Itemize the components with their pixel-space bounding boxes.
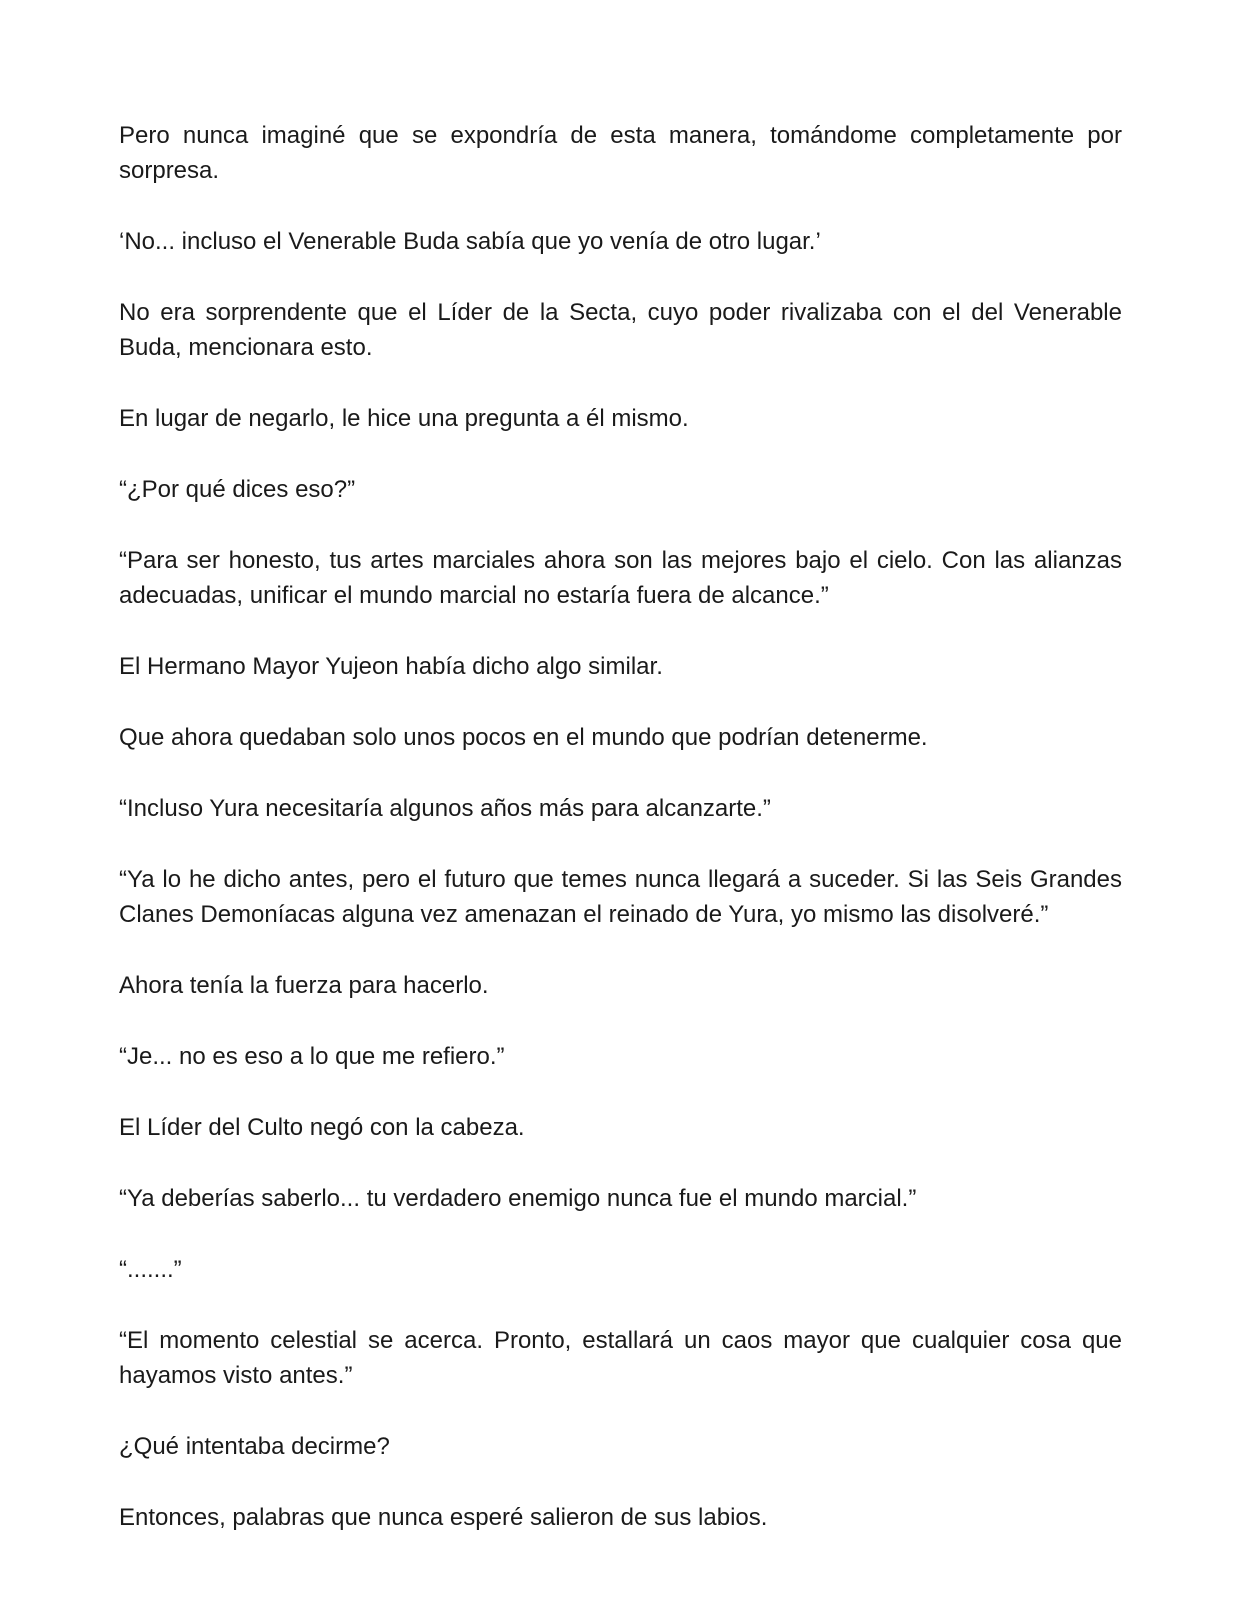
paragraph: ¿Qué intentaba decirme? [119,1433,390,1460]
paragraph: “El momento celestial se acerca. Pronto, estallará un caos mayor que cualquier cosa que hayamos visto antes.” [119,1327,1122,1389]
paragraph: “¿Por qué dices eso?” [119,476,356,503]
paragraph: ‘No... incluso el Venerable Buda sabía que yo venía de otro lugar.’ [119,228,821,255]
paragraph: Ahora tenía la fuerza para hacerlo. [119,972,489,999]
paragraph: “Para ser honesto, tus artes marciales ahora son las mejores bajo el cielo. Con las alianzas adecuadas, unificar el mundo marcial no estaría fuera de alcance.” [119,547,1122,609]
paragraph: En lugar de negarlo, le hice una pregunta a él mismo. [119,405,689,432]
paragraph: Pero nunca imaginé que se expondría de esta manera, tomándome completamente por sorpresa. [119,122,1122,184]
paragraph: “Je... no es eso a lo que me refiero.” [119,1043,505,1070]
paragraph: Entonces, palabras que nunca esperé salieron de sus labios. [119,1504,768,1531]
paragraph: El Hermano Mayor Yujeon había dicho algo similar. [119,653,663,680]
paragraph: “Ya deberías saberlo... tu verdadero enemigo nunca fue el mundo marcial.” [119,1185,917,1212]
paragraph: Que ahora quedaban solo unos pocos en el mundo que podrían detenerme. [119,724,928,751]
paragraph: “Incluso Yura necesitaría algunos años más para alcanzarte.” [119,795,771,822]
paragraph: No era sorprendente que el Líder de la Secta, cuyo poder rivalizaba con el del Venerable Buda, mencionara esto. [119,299,1122,361]
paragraph: El Líder del Culto negó con la cabeza. [119,1114,525,1141]
document-body [119,118,1122,1571]
paragraph: “Ya lo he dicho antes, pero el futuro que temes nunca llegará a suceder. Si las Seis Grandes Clanes Demoníacas alguna vez amenazan el reinado de Yura, yo mismo las disolveré.” [119,866,1122,928]
paragraph: “.......” [119,1256,182,1283]
